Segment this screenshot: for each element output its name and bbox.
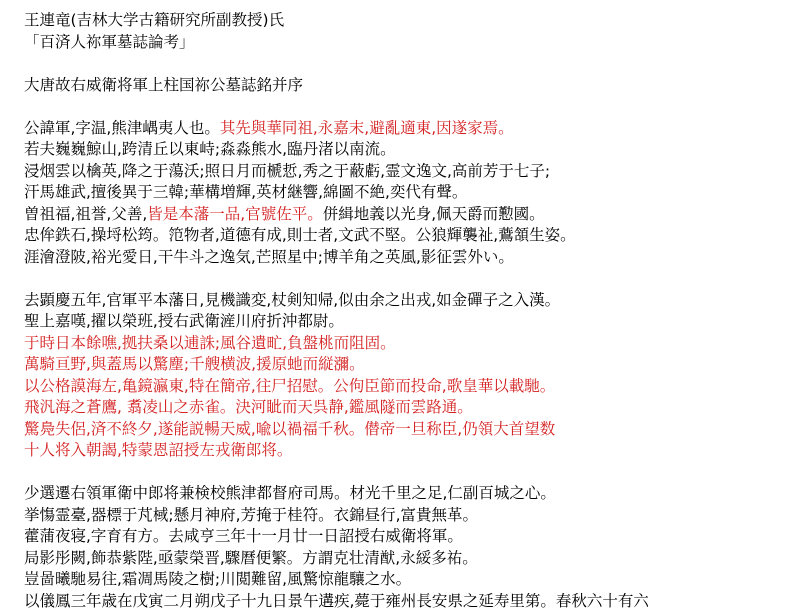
spacer (24, 53, 794, 75)
plain-segment: 去顕慶五年,官軍平本藩日,見機識変,杖剣知帰,似由余之出戎,如金磾子之入漢。 (24, 291, 560, 309)
text-line (24, 591, 794, 612)
highlight-segment: 于時日本餘噍,拠扶桑以逋誅;風谷遺甿,負盤桃而阻固。 (24, 334, 396, 352)
paragraph-2 (24, 290, 794, 462)
text-line (24, 311, 794, 333)
text-line (24, 247, 794, 269)
text-line (24, 333, 794, 355)
plain-segment: 忠侔鉄石,操埒松筠。笵物者,道德有成,則士者,文武不堅。公狼輝襲祉,鷰頷生姿。 (24, 226, 576, 244)
highlight-segment: 皆是本藩一品,官號佐平。 (147, 205, 322, 223)
plain-segment: 若夫巍巍鯨山,跨清丘以東峙;淼淼熊水,臨丹渚以南流。 (24, 140, 396, 158)
author-line: 王連竜(吉林大学古籍研究所副教授)氏 (24, 10, 794, 32)
text-line (24, 526, 794, 548)
text-line (24, 569, 794, 591)
text-line (24, 505, 794, 527)
spacer (24, 268, 794, 290)
plain-segment: 併緝地義以光身,佩天爵而懃國。 (323, 205, 545, 223)
text-line (24, 354, 794, 376)
plain-segment: 挙慯霊臺,器標于芃棫;懸月神府,芳掩于桂符。衣錦昼行,富貴無革。 (24, 506, 478, 524)
text-line (24, 548, 794, 570)
highlight-segment: 以公格謨海左,亀鏡瀛東,特在簡帝,往尸招慰。公佝臣節而投命,歌皇華以載馳。 (24, 377, 555, 395)
document-body (24, 10, 794, 612)
plain-segment: 以儀鳳三年歳在戊寅二月朔戊子十九日景午遘疾,薨于雍州長安県之延寿里第。春秋六十有六 (24, 592, 649, 610)
text-line (24, 118, 794, 140)
plain-segment: 曽祖福,祖誉,父善, (24, 205, 147, 223)
spacer (24, 96, 794, 118)
plain-segment: 汗馬雄武,擅後異于三韓;華構増輝,英材継響,綿圖不絶,奕代有聲。 (24, 183, 467, 201)
plain-segment: 涯澮澄陂,裕光愛日,干牛斗之逸気,芒照星中;博羊角之英風,影征雲外い。 (24, 248, 514, 266)
plain-segment: 聖上嘉嘆,擢以榮班,授右武衛滻川府折沖都尉。 (24, 312, 344, 330)
text-line (24, 376, 794, 398)
highlight-segment: 十人将入朝謁,特蒙恩詔授左戎衛郎将。 (24, 441, 292, 459)
text-line (24, 440, 794, 462)
highlight-segment: 驚鳧失侶,済不終夕,遂能説暢天威,喩以禍福千秋。僣帝一旦称臣,仍領大首望数 (24, 420, 555, 438)
plain-segment: 公諱軍,字温,熊津嵎夷人也。 (24, 119, 220, 137)
paragraph-1 (24, 118, 794, 269)
inscription-title: 大唐故右威衛将軍上柱国祢公墓誌銘并序 (24, 75, 794, 97)
plain-segment: 豈啚曦馳易往,霜凋馬陵之樹;川閲難留,風驚惊龍驤之水。 (24, 570, 411, 588)
text-line (24, 161, 794, 183)
text-line (24, 182, 794, 204)
text-line (24, 204, 794, 226)
paragraph-3 (24, 483, 794, 612)
highlight-segment: 飛汎海之蒼鷹, 翥凌山之赤雀。決河眦而天呉静,鑑風隧而雲路通。 (24, 398, 473, 416)
plain-segment: 少選遷右領軍衛中郎将兼検校熊津都督府司馬。材光千里之足,仁副百城之心。 (24, 484, 556, 502)
plain-segment: 局影彤闕,飾恭紫陛,亟蒙榮晋,驟曆便繁。方謂克壮清猷,永綏多祐。 (24, 549, 478, 567)
text-line (24, 419, 794, 441)
text-line (24, 397, 794, 419)
text-line (24, 139, 794, 161)
text-line (24, 483, 794, 505)
highlight-segment: 萬騎亘野,與蓋馬以驚塵;千艘横波,援原虵而縦瀰。 (24, 355, 365, 373)
plain-segment: 藿蒲夜寝,字育有方。去咸亨三年十一月廿一日詔授右威衛将軍。 (24, 527, 463, 545)
highlight-segment: 其先與華同祖,永嘉末,避亂適東,因遂家焉。 (220, 119, 514, 137)
text-line (24, 225, 794, 247)
text-line (24, 290, 794, 312)
article-title: 「百済人祢軍墓誌論考」 (24, 32, 794, 54)
spacer (24, 462, 794, 484)
plain-segment: 浸烟雲以檎英,降之于蕩沃;照日月而榹悊,秀之于蔽虧,霊文逸文,高前芳于七子; (24, 162, 550, 180)
